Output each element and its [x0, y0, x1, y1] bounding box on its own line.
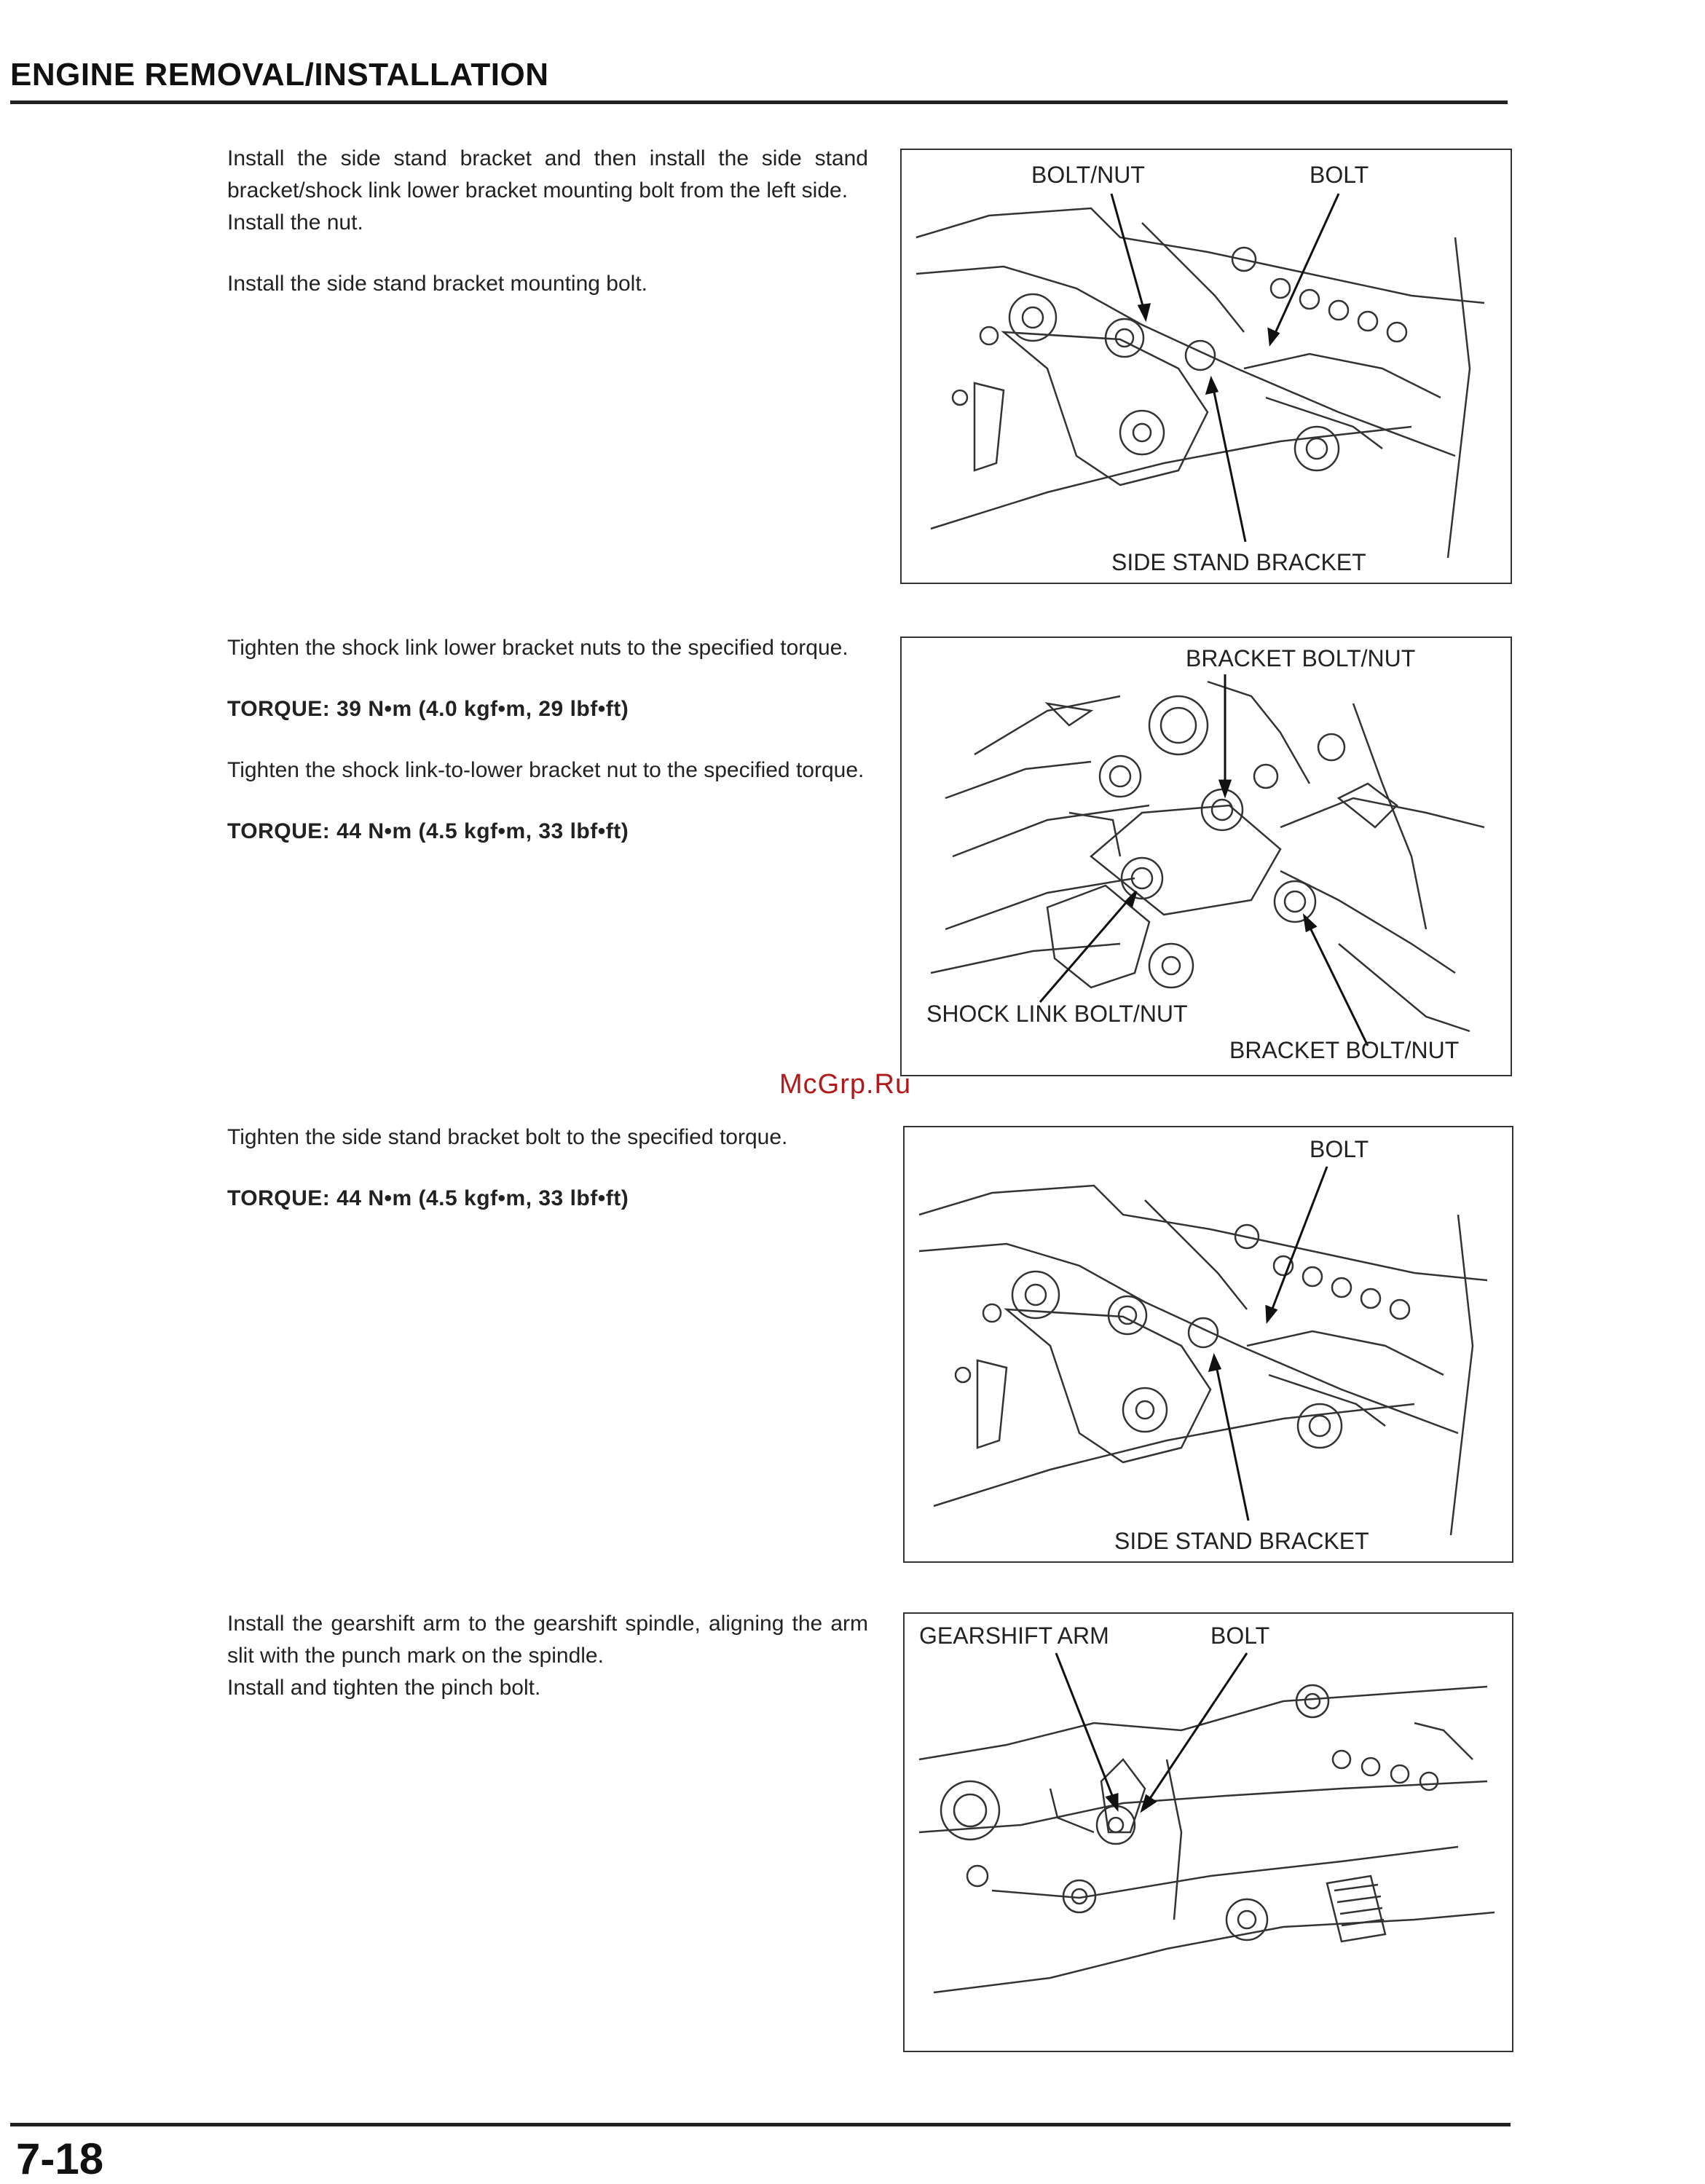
figure-gearshift-arm: [903, 1612, 1513, 2052]
figure-label-bolt: BOLT: [1210, 1623, 1270, 1649]
drawing-gearshift-assembly: [905, 1614, 1512, 2051]
torque-spec: TORQUE: 39 N•m (4.0 kgf•m, 29 lbf•ft): [227, 697, 629, 721]
watermark: McGrp.Ru: [779, 1069, 912, 1100]
paragraph: Install the gearshift arm to the gearshift spindle, aligning the arm slit with the punch mark on the spindle.: [227, 1612, 868, 1668]
figure-label-side-stand-bracket: SIDE STAND BRACKET: [1111, 549, 1366, 575]
torque-spec: TORQUE: 44 N•m (4.5 kgf•m, 33 lbf•ft): [227, 1186, 629, 1210]
paragraph: Install and tighten the pinch bolt.: [227, 1676, 541, 1700]
figure-label-bolt: BOLT: [1310, 162, 1369, 188]
header-rule: [10, 100, 1508, 104]
figure-label-bracket-bolt-nut-top: BRACKET BOLT/NUT: [1186, 645, 1416, 671]
section-3-text: [227, 1121, 868, 1244]
paragraph: Tighten the side stand bracket bolt to the specified torque.: [227, 1125, 788, 1149]
figure-label-shock-link-bolt-nut: SHOCK LINK BOLT/NUT: [926, 1001, 1188, 1027]
torque-spec: TORQUE: 44 N•m (4.5 kgf•m, 33 lbf•ft): [227, 819, 629, 843]
drawing-frame-assembly-2: [905, 1127, 1512, 1561]
section-4-text: [227, 1608, 868, 1733]
figure-label-bracket-bolt-nut-bottom: BRACKET BOLT/NUT: [1229, 1037, 1460, 1063]
paragraph: Install the nut.: [227, 210, 363, 234]
page-number: 7-18: [16, 2134, 104, 2183]
paragraph: Tighten the shock link lower bracket nuts to the specified torque.: [227, 636, 848, 660]
figure-side-stand-bracket-tighten: [903, 1126, 1513, 1563]
figure-side-stand-bracket-install: [900, 149, 1512, 584]
figure-label-bolt-nut: BOLT/NUT: [1031, 162, 1145, 188]
paragraph: Install the side stand bracket mounting bolt.: [227, 272, 648, 296]
paragraph: Install the side stand bracket and then install the side stand bracket/shock link lower bracket mounting bolt from the left side.: [227, 146, 868, 202]
page-title: ENGINE REMOVAL/INSTALLATION: [10, 57, 549, 92]
section-2-text: [227, 632, 868, 877]
drawing-frame-assembly: [902, 150, 1511, 583]
figure-label-bolt: BOLT: [1310, 1136, 1369, 1162]
figure-label-gearshift-arm: GEARSHIFT ARM: [919, 1623, 1109, 1649]
figure-shock-link-bracket: [900, 636, 1512, 1076]
figure-label-side-stand-bracket: SIDE STAND BRACKET: [1114, 1528, 1369, 1554]
section-1-text: [227, 143, 868, 329]
footer-rule: [10, 2123, 1511, 2126]
paragraph: Tighten the shock link-to-lower bracket nut to the specified torque.: [227, 758, 865, 782]
